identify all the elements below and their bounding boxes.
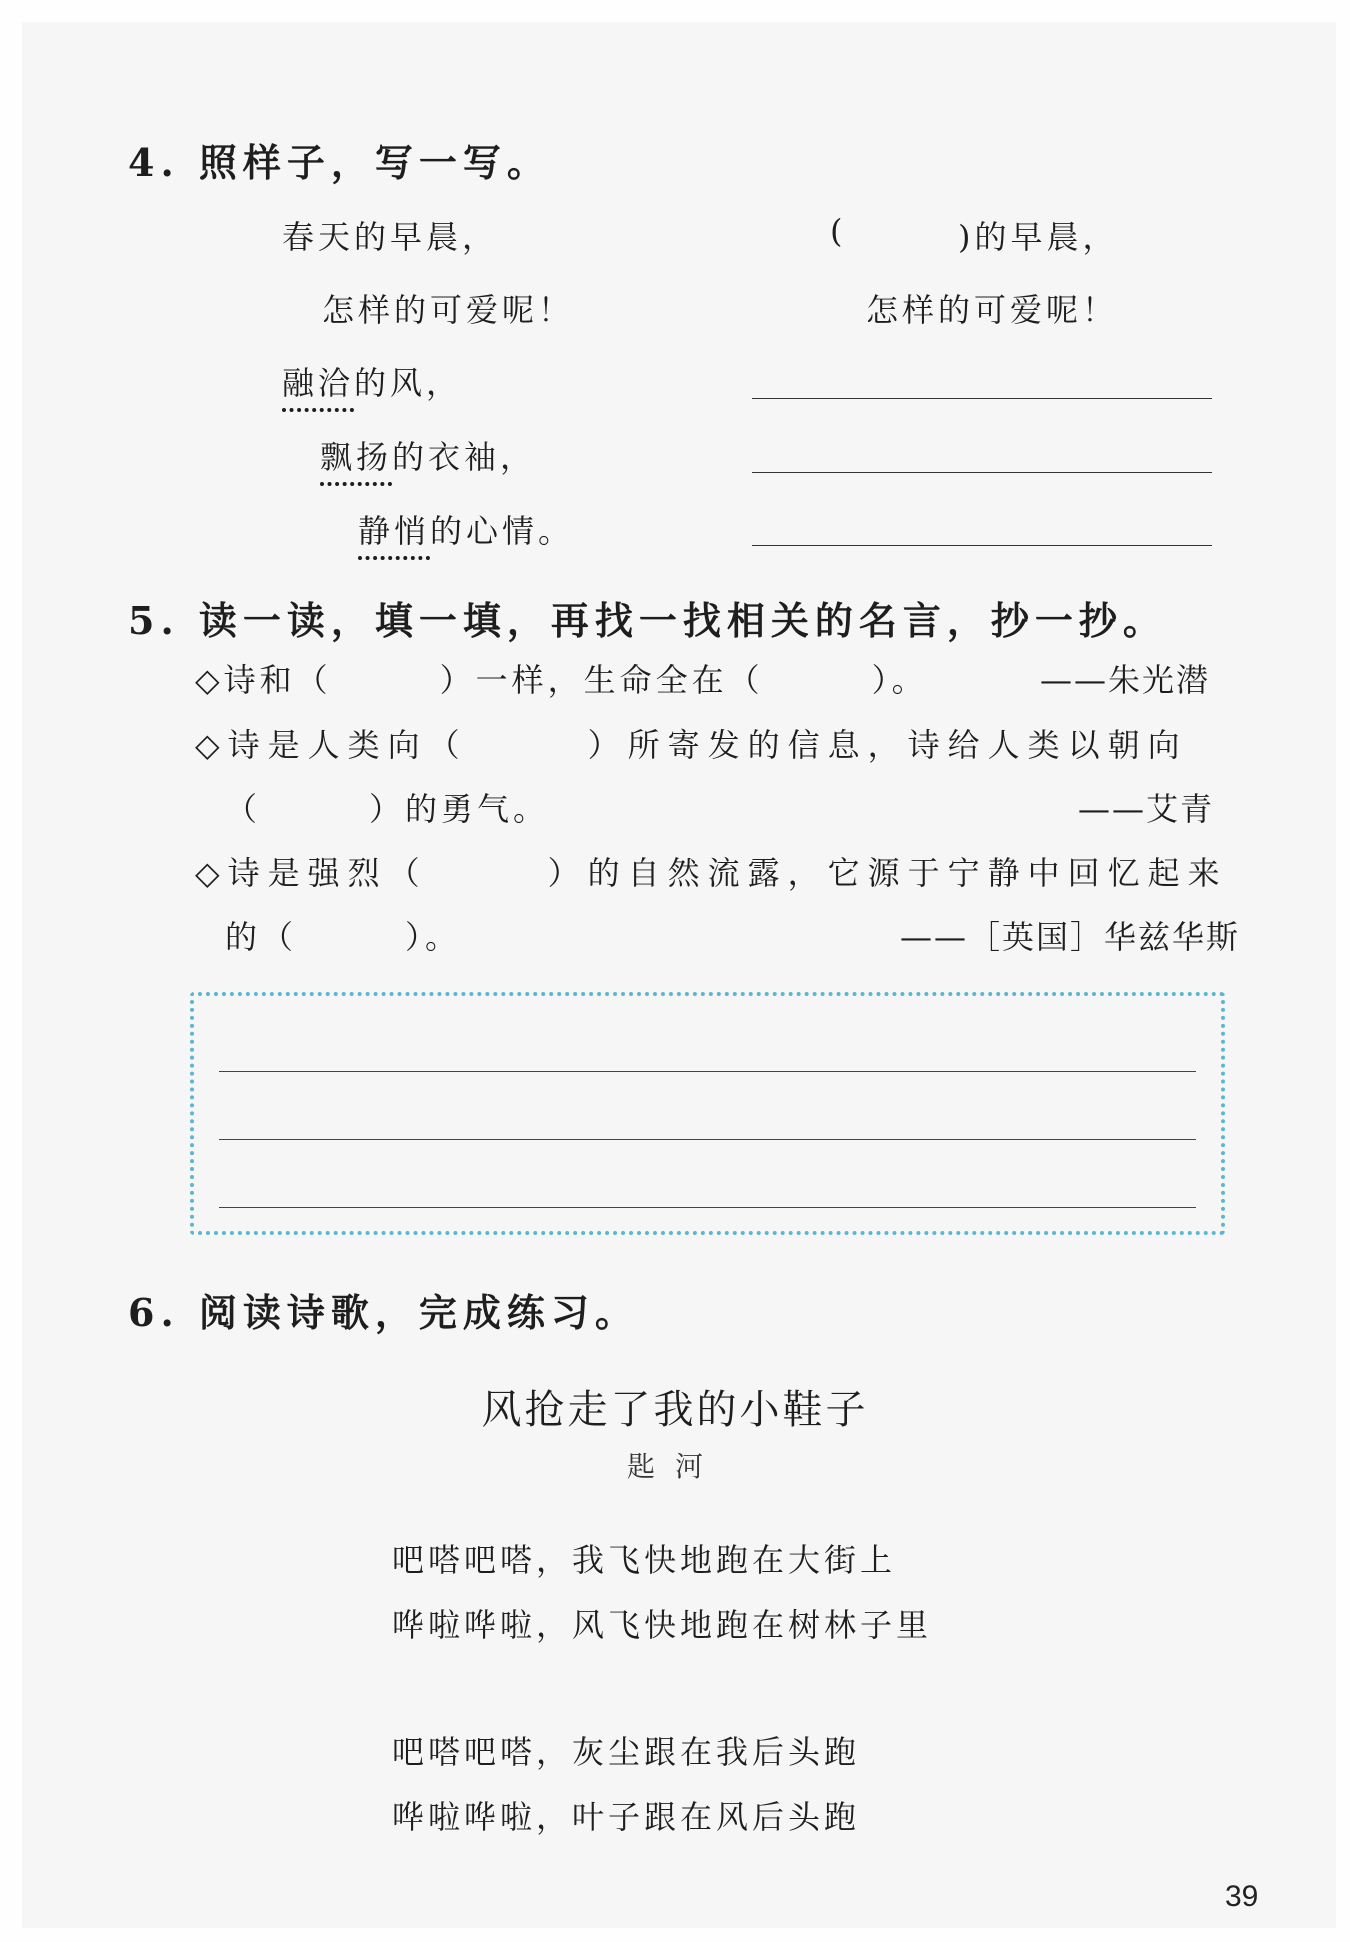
q5-quote-2-line2: （ ）的勇气。 [225, 790, 550, 828]
q4-item-1 [282, 358, 462, 404]
q4-item-2-emphasis: 飘扬 [320, 438, 393, 476]
q5-quote-2-line1: ◇诗是人类向（ ）所寄发的信息，诗给人类以朝向 [195, 726, 1188, 764]
q4-item-3-rest: 的心情。 [430, 512, 575, 550]
q4-item-2-rest: 的衣袖， [392, 438, 537, 476]
q5-quote-3-line2: 的（ ）。 [225, 918, 462, 956]
q5-quote-3-line1: ◇诗是强烈（ ）的自然流露，它源于宁静中回忆起来 [195, 854, 1228, 892]
q5-answer-line-1[interactable] [219, 1071, 1196, 1072]
q4-answer-line-3[interactable] [752, 545, 1212, 546]
q5-answer-box [190, 992, 1225, 1235]
question-4-title: 4. 照样子，写一写。 [128, 140, 551, 185]
q4-right-blank-open: ( [830, 212, 847, 250]
q4-item-1-rest: 的风， [354, 364, 463, 402]
question-5-title: 5. 读一读，填一填，再找一找相关的名言，抄一抄。 [128, 598, 1167, 643]
q4-item-3 [358, 506, 574, 552]
poem-title: 风抢走了我的小鞋子 [481, 1387, 869, 1433]
q5-quote-1-author: ——朱光潜 [1040, 661, 1211, 699]
q5-quote-3-author: ——［英国］华兹华斯 [900, 918, 1241, 956]
q5-quote-2-author: ——艾青 [1078, 790, 1215, 828]
q4-right-line2: 怎样的可爱呢！ [866, 291, 1119, 329]
q5-quote-1: ◇诗和（ ）一样，生命全在（ ）。 [195, 661, 928, 699]
poem-stanza-1-line-1: 吧嗒吧嗒，我飞快地跑在大街上 [392, 1541, 897, 1579]
page-number: 39 [1225, 1880, 1259, 1913]
q5-answer-line-2[interactable] [219, 1139, 1196, 1140]
q4-item-2 [320, 432, 536, 478]
q4-answer-line-1[interactable] [752, 398, 1212, 399]
q4-left-line1: 春天的早晨， [282, 218, 499, 256]
q4-answer-line-2[interactable] [752, 472, 1212, 473]
poem-stanza-2-line-2: 哗啦哗啦，叶子跟在风后头跑 [392, 1798, 861, 1836]
q4-item-3-emphasis: 静悄 [358, 512, 431, 550]
poem-stanza-1-line-2: 哗啦哗啦，风飞快地跑在树林子里 [392, 1606, 933, 1644]
q4-right-line1: )的早晨， [958, 218, 1119, 256]
poem-author: 匙河 [626, 1450, 723, 1483]
poem-stanza-2-line-1: 吧嗒吧嗒，灰尘跟在我后头跑 [392, 1733, 861, 1771]
q4-left-line2: 怎样的可爱呢！ [322, 291, 575, 329]
question-6-title: 6. 阅读诗歌，完成练习。 [128, 1290, 639, 1335]
q5-answer-line-3[interactable] [219, 1207, 1196, 1208]
q4-item-1-emphasis: 融洽 [282, 364, 355, 402]
